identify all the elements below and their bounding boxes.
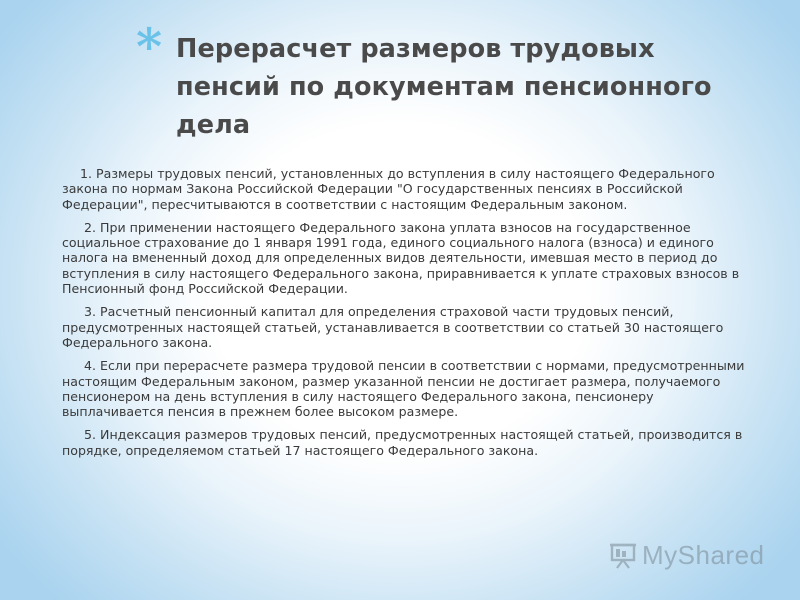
slide-body: [62, 166, 752, 466]
paragraph-1: 1. Размеры трудовых пенсий, установленных до вступления в силу настоящего Федерального закона по нормам Закона Российской Федерации "О государственных пенсиях в Российской Федерации", пересчитываются в соответствии с настоящим Федеральным законом.: [62, 166, 715, 212]
myshared-watermark-logo: [608, 538, 765, 572]
paragraph-3: 3. Расчетный пенсионный капитал для определения страховой части трудовых пенсий, предусмотренных настоящей статьей, устанавливается в соответствии со статьей 30 настоящего Федерального закона.: [62, 304, 724, 350]
slide-title: Перерасчет размеров трудовых пенсий по документам пенсионного дела: [176, 34, 712, 140]
watermark-text: MyShared: [642, 539, 765, 570]
paragraph-5: 5. Индексация размеров трудовых пенсий, предусмотренных настоящей статьей, производится в порядке, определяемом статьей 17 настоящего Федерального закона.: [62, 427, 743, 458]
title-bullet-star-icon: *: [136, 17, 163, 76]
paragraph-4: 4. Если при перерасчете размера трудовой пенсии в соответствии с нормами, предусмотренными настоящим Федеральным законом, размер указанной пенсии не достигает размера, получаемого пенсионером на день вступления в силу настоящего Федерального закона, пенсионеру выплачивается пенсия в прежнем более высоком размере.: [62, 358, 745, 420]
paragraph-2: 2. При применении настоящего Федерального закона уплата взносов на государственное социальное страхование до 1 января 1991 года, единого социального налога (взноса) и единого налога на вмененный доход для определенных видов деятельности, имевшая место в период до вступления в силу настоящего Федерального закона, приравнивается к уплате страховых взносов в Пенсионный фонд Российской Федерации.: [62, 219, 740, 297]
presentation-board-icon: [608, 540, 638, 570]
